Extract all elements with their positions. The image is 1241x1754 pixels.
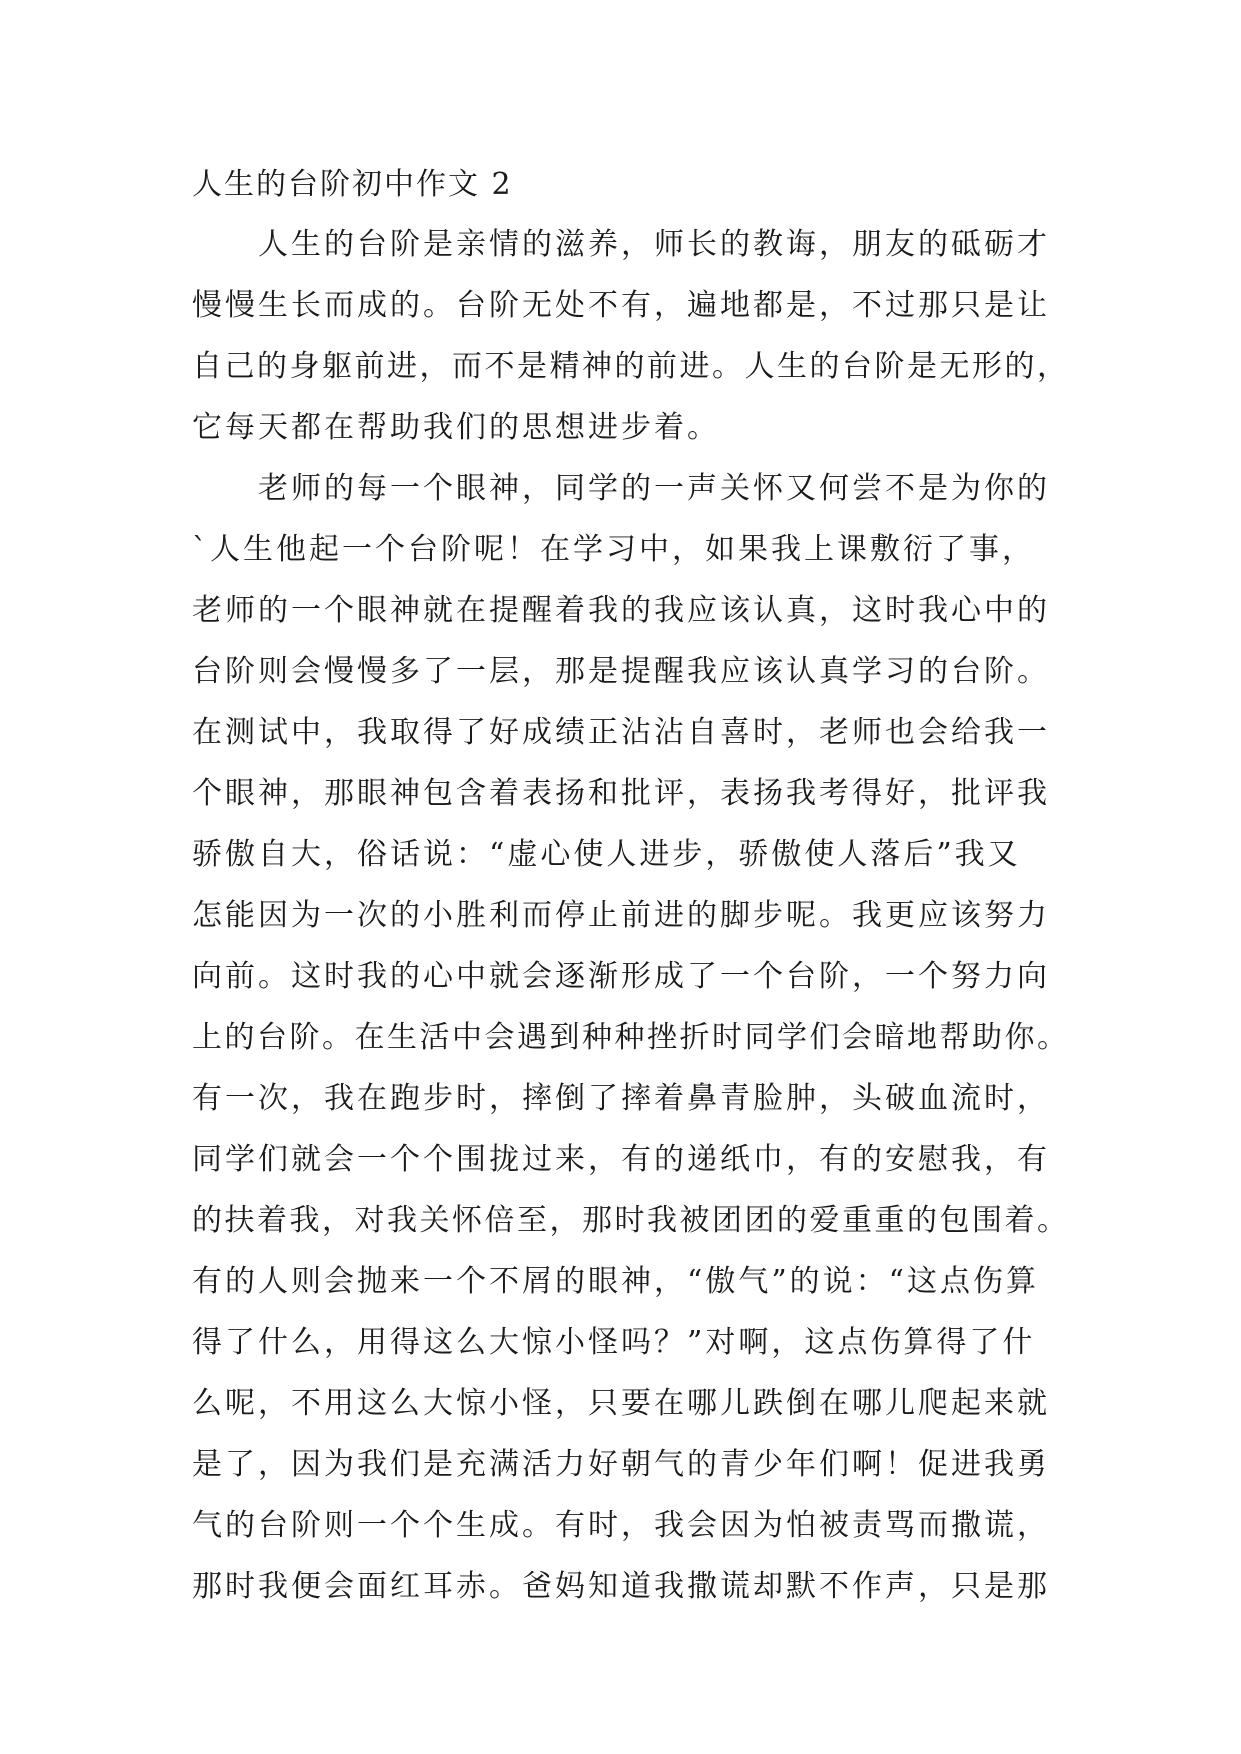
text-line: 那时我便会面红耳赤。爸妈知道我撒谎却默不作声，只是那 xyxy=(192,1569,1050,1604)
text-line: 气的台阶则一个个生成。有时，我会因为怕被责骂而撒谎， xyxy=(192,1508,1050,1543)
text-line: `人生他起一个台阶呢！在学习中，如果我上课敷衍了事， xyxy=(192,532,1035,567)
text-line: 有的人则会抛来一个不屑的眼神，“傲气”的说：“这点伤算 xyxy=(192,1264,1040,1299)
text-line: 么呢，不用这么大惊小怪，只要在哪儿跌倒在哪儿爬起来就 xyxy=(192,1386,1050,1421)
text-line: 人生的台阶是亲情的滋养，师长的教诲，朋友的砥砺才 xyxy=(192,227,1050,262)
text-line: 它每天都在帮助我们的思想进步着。 xyxy=(192,410,720,445)
text-line: 上的台阶。在生活中会遇到种种挫折时同学们会暗地帮助你。 xyxy=(192,1020,1070,1055)
text-line: 老师的每一个眼神，同学的一声关怀又何尝不是为你的 xyxy=(192,471,1050,506)
text-line: 慢慢生长而成的。台阶无处不有，遍地都是，不过那只是让 xyxy=(192,288,1050,323)
text-line: 是了，因为我们是充满活力好朝气的青少年们啊！促进我勇 xyxy=(192,1447,1050,1482)
text-line: 有一次，我在跑步时，摔倒了摔着鼻青脸肿，头破血流时， xyxy=(192,1081,1050,1116)
text-line: 在测试中，我取得了好成绩正沾沾自喜时，老师也会给我一 xyxy=(192,715,1050,750)
text-line: 向前。这时我的心中就会逐渐形成了一个台阶，一个努力向 xyxy=(192,959,1050,994)
text-line: 自己的身躯前进，而不是精神的前进。人生的台阶是无形的， xyxy=(192,349,1070,384)
text-line: 的扶着我，对我关怀倍至，那时我被团团的爱重重的包围着。 xyxy=(192,1203,1070,1238)
text-line: 得了什么，用得这么大惊小怪吗？”对啊，这点伤算得了什 xyxy=(192,1325,1036,1360)
text-line: 台阶则会慢慢多了一层，那是提醒我应该认真学习的台阶。 xyxy=(192,654,1050,689)
text-line: 骄傲自大，俗话说：“虚心使人进步，骄傲使人落后”我又 xyxy=(192,837,1021,872)
text-line: 老师的一个眼神就在提醒着我的我应该认真，这时我心中的 xyxy=(192,593,1050,628)
text-line: 怎能因为一次的小胜利而停止前进的脚步呢。我更应该努力 xyxy=(192,898,1050,933)
document-title: 人生的台阶初中作文 2 xyxy=(192,167,513,202)
text-line: 同学们就会一个个围拢过来，有的递纸巾，有的安慰我，有 xyxy=(192,1142,1050,1177)
text-line: 个眼神，那眼神包含着表扬和批评，表扬我考得好，批评我 xyxy=(192,776,1050,811)
